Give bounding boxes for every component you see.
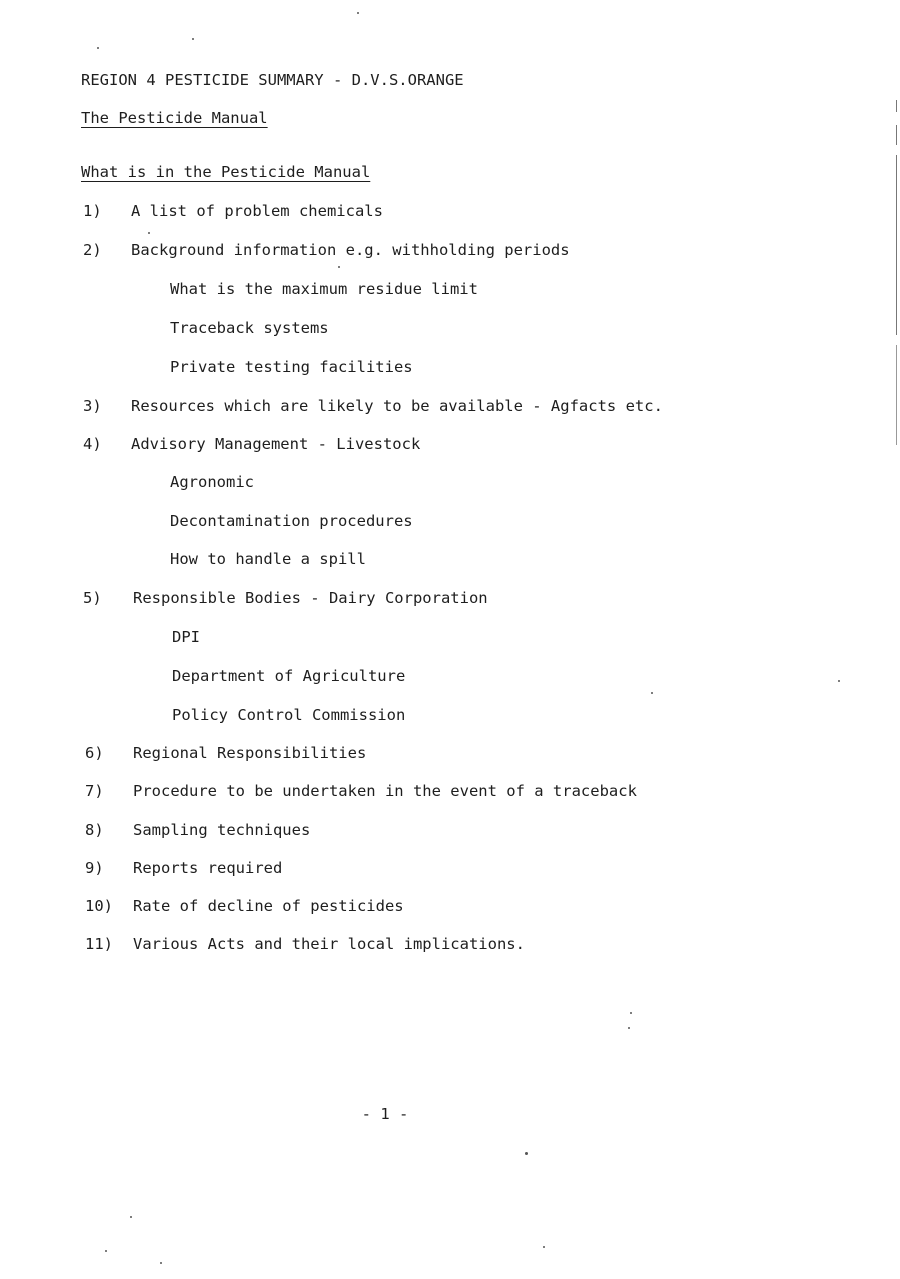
scan-speck [525,1152,528,1155]
scan-speck [630,1012,632,1014]
sub-item: Decontamination procedures [170,512,413,530]
sub-item: Department of Agriculture [172,667,406,685]
scan-speck [105,1250,107,1252]
list-item: Background information e.g. withholding periods [131,241,570,259]
scan-edge-mark [896,125,897,145]
sub-item: Traceback systems [170,319,329,337]
list-item-number: 2) [83,241,102,259]
list-item-number: 6) [85,744,104,762]
sub-item: Agronomic [170,473,254,491]
sub-item: What is the maximum residue limit [170,280,478,298]
list-item-number: 8) [85,821,104,839]
list-item-number: 9) [85,859,104,877]
list-item: Reports required [133,859,283,877]
list-item-number: 5) [83,589,102,607]
list-item-number: 10) [85,897,113,915]
scan-edge-mark [896,100,897,112]
list-item: Responsible Bodies - Dairy Corporation [133,589,488,607]
list-item: A list of problem chemicals [131,202,383,220]
sub-item: How to handle a spill [170,550,366,568]
scan-speck [130,1216,132,1218]
scan-speck [148,232,150,234]
list-item: Sampling techniques [133,821,311,839]
list-item: Advisory Management - Livestock [131,435,421,453]
scan-edge-mark [896,345,897,445]
section-heading: What is in the Pesticide Manual [81,163,371,181]
list-item: Various Acts and their local implications. [133,935,525,953]
document-title: The Pesticide Manual [81,109,268,127]
scan-speck [160,1262,162,1264]
list-item-number: 11) [85,935,113,953]
list-item-number: 3) [83,397,102,415]
list-item: Procedure to be undertaken in the event of a traceback [133,782,637,800]
scan-speck [338,266,340,268]
scan-speck [357,12,359,14]
document-header: REGION 4 PESTICIDE SUMMARY - D.V.S.ORANGE [81,71,464,89]
list-item: Rate of decline of pesticides [133,897,404,915]
list-item-number: 1) [83,202,102,220]
list-item-number: 4) [83,435,102,453]
scan-speck [543,1246,545,1248]
scan-speck [628,1027,630,1029]
list-item-number: 7) [85,782,104,800]
scan-speck [838,680,840,682]
sub-item: Private testing facilities [170,358,413,376]
sub-item: Policy Control Commission [172,706,406,724]
list-item: Resources which are likely to be available - Agfacts etc. [131,397,663,415]
page-number: - 1 - [361,1105,409,1123]
sub-item: DPI [172,628,200,646]
scan-speck [97,47,99,49]
scan-speck [192,38,194,40]
scan-edge-mark [896,155,897,335]
scan-speck [651,692,653,694]
list-item: Regional Responsibilities [133,744,367,762]
